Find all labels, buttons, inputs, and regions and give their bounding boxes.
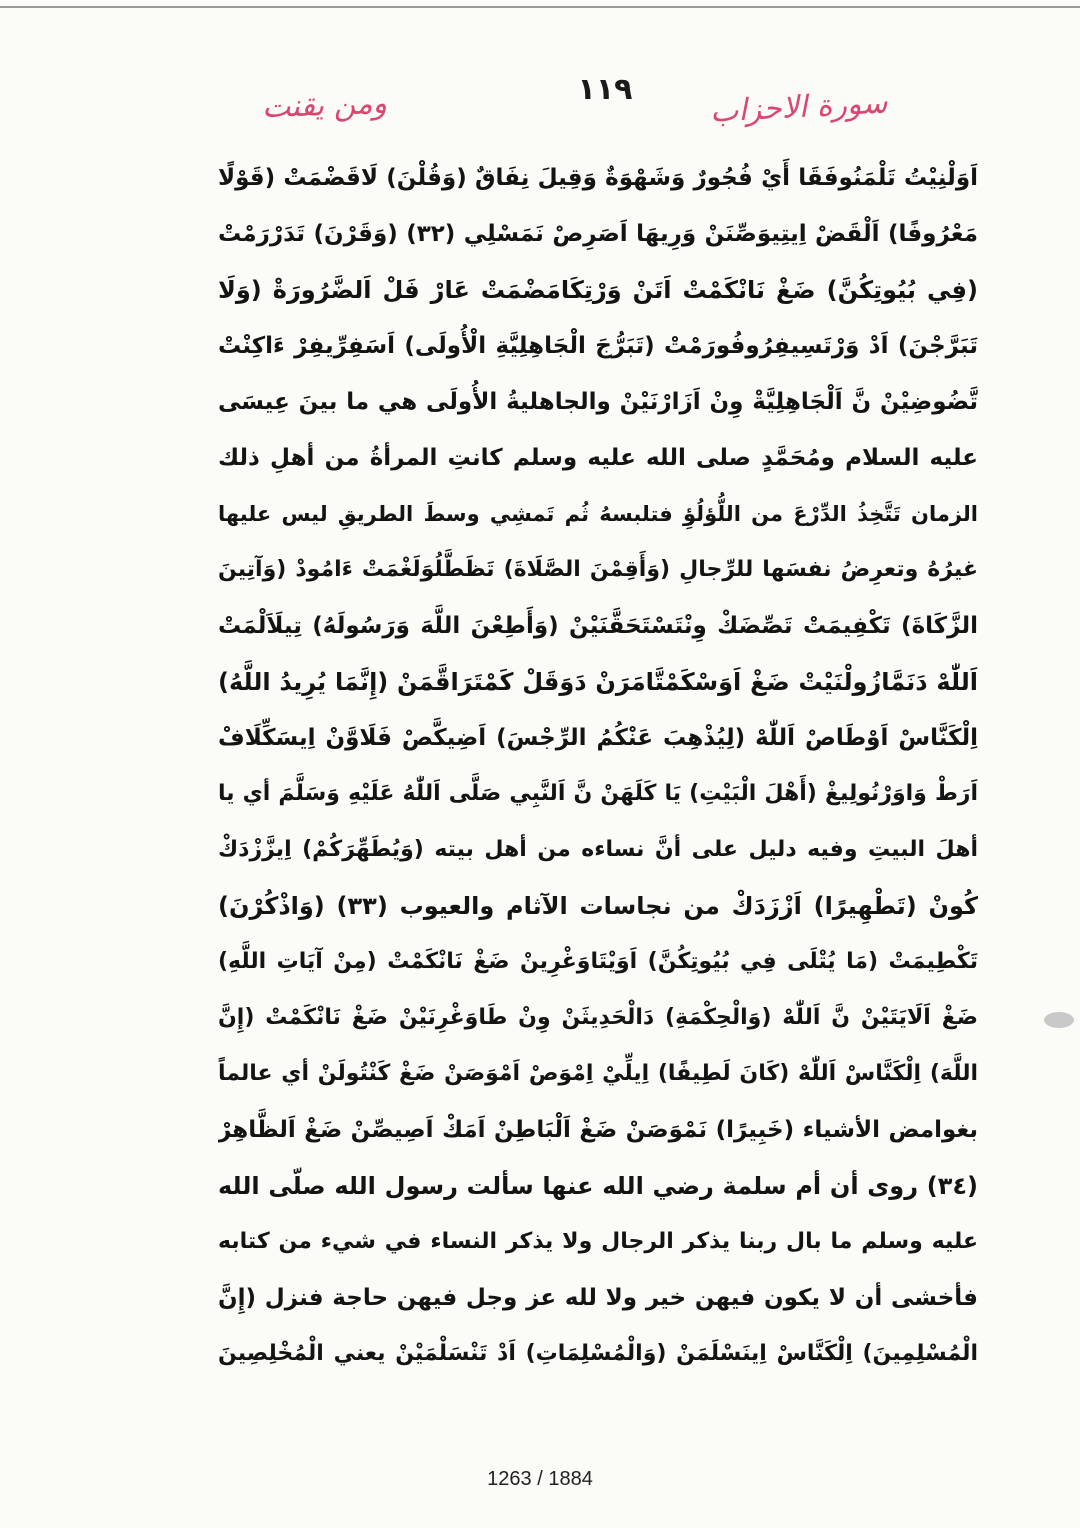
- text-line: الزمان تَتَّخِذُ الدِّرْعَ من اللُّؤلُؤِ فتلبسهُ ثُم تَمشِي وسطَ الطريقِ ليس عليها: [218, 502, 978, 526]
- text-line: مَعْرُوفًا) اَلْقَضْ اِيتِيوَصِّنَنْ وَرِيهَا اَصَرِصْ نَمَسْلِي (٣٢) (وَقَرْنَ) تَدَرْرَمْتْ: [218, 221, 978, 247]
- text-line: الزَّكَاةَ) تَكْفِيمَتْ تَصِّضَكْ وِنْتَسْتَحَقَّنَيْنْ (وَأَطِعْنَ اللَّهَ وَرَسُولَهُ) تِيلَاَلْمَتْ: [218, 613, 978, 639]
- text-line: ضَغْ اَلَايَتَيْنْ نَّ اَللّٰهْ (وَالْحِكْمَةِ) دَالْحَدِيثَنْ وِنْ طَاوَغْرِنَيْنْ ضَغْ نَانْكَمْتْ (إِنَّ: [218, 1005, 978, 1030]
- punch-hole-mark: [1044, 1012, 1074, 1028]
- text-line: عليه وسلم ما بال ربنا يذكر الرجال ولا يذكر النساء في شيء من كتابه: [218, 1229, 978, 1254]
- text-line: فأخشى أن لا يكون فيهن خير ولا لله عز وجل فيهن حاجة فنزل (إِنَّ: [218, 1285, 978, 1311]
- text-line: اِلْكَنَّاسْ اَوْطَاصْ اَللّٰهْ (لِيُذْهِبَ عَنْكُمُ الرِّجْسَ) اَضِيكَّصْ فَلَاوَّنْ اِيسَكِّلَافْ: [218, 725, 978, 751]
- text-line: بغوامض الأشياء (خَبِيرًا) نَمْوَصَنْ ضَغْ اَلْبَاطِنْ اَمَكْ اَصِيصِّنْ ضَغْ اَلظَّاهِرْ: [218, 1117, 978, 1143]
- page-counter: 1263 / 1884: [487, 1468, 593, 1490]
- handwritten-surah-note: سورة الاحزاب: [709, 85, 889, 130]
- text-line: اَرَطْ وَاوَرْنُولِيغْ (أَهْلَ الْبَيْتِ) يَا كَلَهَنْ نَّ اَلنَّبِي صَلَّى اَللّٰهُ عَلَيْهِ وَسَلَّمَ أي يا: [218, 781, 978, 806]
- page-number: ١١٩: [577, 72, 633, 107]
- text-line: (٣٤) روى أن أم سلمة رضي الله عنها سألت رسول الله صلّى الله: [218, 1172, 978, 1200]
- text-line: اَوَلْنِيْتُ تَلْمَنُوفَقَا أَيْ فُجُورٌ وَشَهْوَةٌ وَقِيلَ نِفَاقٌ (وَقُلْنَ) لَاقَضْمَتْ (قَوْلًا: [218, 165, 978, 191]
- text-line: أهلَ البيتِ وفيه دليل على أنَّ نساءه من أهل بيته (وَيُطَهِّرَكُمْ) اِيزَّزْدَكْ: [218, 837, 978, 862]
- text-line: تَّضُوضِيْنْ نَّ اَلْجَاهِلِيَّةْ وِنْ اَزَارْنَيْنْ والجاهليةُ الأُولَى هي ما بينَ عِيسَى: [218, 389, 978, 415]
- text-line: غيرُهُ وتعرِضُ نفسَها للرِّجالِ (وَأَقِمْنَ الصَّلَاةَ) تَظَطَّلُوَلَغْمَتْ ءَامُودْ (وَآتِينَ: [218, 557, 978, 582]
- text-line: عليه السلام ومُحَمَّدٍ صلى الله عليه وسلم كانتِ المرأةُ من أهلِ ذلك: [218, 445, 978, 471]
- tafsir-text-block: [218, 150, 978, 1382]
- text-line: تَكْطِيمَتْ (مَا يُتْلَى فِي بُيُوتِكُنَّ) اَوَيْتَاوَغْرِينْ ضَغْ نَانْكَمْتْ (مِنْ آيَاتِ اللَّهِ): [218, 949, 978, 974]
- handwritten-section-note: ومن يقنت: [261, 85, 388, 126]
- top-border-line: [0, 6, 1080, 8]
- text-line: اَللّٰهْ دَنَمَّازُولْنَيْتْ ضَغْ اَوَسْكَمْتَّامَرَنْ دَوَقَلْ كَمْتَرَاقَّمَنْ (إِنَّمَا يُرِيدُ اللَّهُ): [218, 668, 978, 696]
- text-line: تَبَرَّجْنَ) اَدْ وَرْتَسِيفِرُوفُورَمْتْ (تَبَرُّجَ الْجَاهِلِيَّةِ الْأُولَى) اَسَفِرِّيفِرْ ءَاكِنْتْ: [218, 333, 978, 359]
- text-line: اللَّهَ) اِلْكَنَّاسْ اَللّٰهْ (كَانَ لَطِيفًا) اِيلِّيْ اِمْوَصْ اَمْوَصَنْ ضَغْ كَنْتُولَنْ أي عالماً: [218, 1061, 978, 1086]
- text-line: كُونْ (تَطْهِيرًا) اَزْزَدَكْ من نجاسات الآثام والعيوب (٣٣) (وَاذْكُرْنَ): [218, 892, 978, 920]
- text-line: (فِي بُيُوتِكُنَّ) ضَغْ نَانْكَمْتْ اَتَنْ وَرْتِكَامَضْمَتْ عَارْ فَلْ اَلضَّرُورَةْ (وَلَا: [218, 276, 978, 304]
- text-line: الْمُسْلِمِينَ) اِلْكَنَّاسْ اِينَسْلَمَنْ (وَالْمُسْلِمَاتِ) اَدْ تَنْسَلْمَيْنْ يعني الْمُخْلِصِينَ: [218, 1341, 978, 1366]
